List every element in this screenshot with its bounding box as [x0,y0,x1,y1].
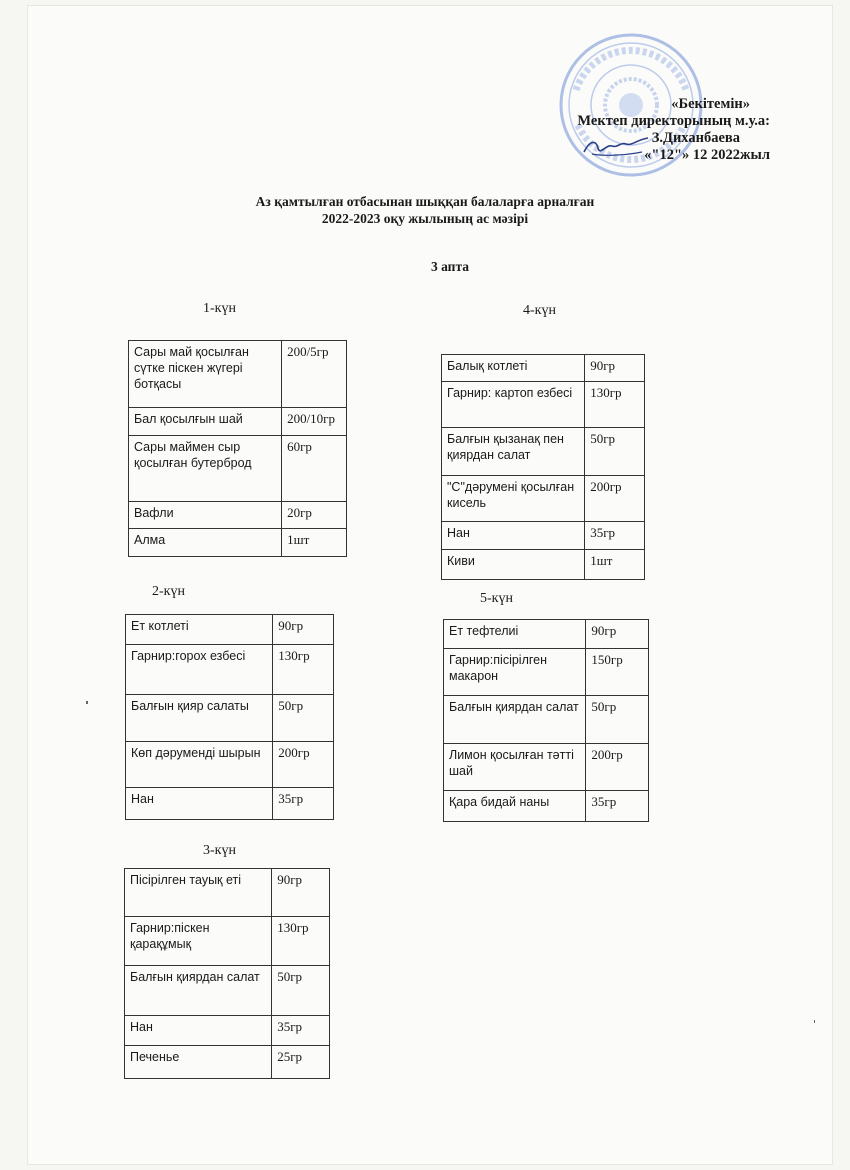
menu-item-name: Киви [442,550,585,580]
menu-item-amount: 20гр [282,502,347,529]
menu-item-name: Нан [126,788,273,820]
menu-item-amount: 50гр [273,695,334,742]
table-row [125,1046,330,1079]
table-row [129,341,347,408]
menu-item-name: Қара бидай наны [444,791,586,822]
table-row [442,476,645,522]
table-row [444,620,649,649]
menu-item-name: Нан [125,1016,272,1046]
menu-item-name: Сары маймен сыр қосылған бутерброд [129,436,282,502]
menu-item-name: Балғын қиярдан салат [444,696,586,744]
table-row [129,436,347,502]
scan-speck [86,701,88,704]
document-title-line1: Аз қамтылған отбасынан шыққан балаларға арналған [255,194,595,209]
menu-item-amount: 200/5гр [282,341,347,408]
week-label: 3 апта [430,259,470,274]
menu-item-amount: 50гр [272,966,330,1016]
table-row [126,645,334,695]
menu-item-amount: 90гр [585,355,645,382]
menu-item-amount: 35гр [585,522,645,550]
menu-item-name: Гарнир:піскен қарақұмық [125,917,272,966]
menu-item-name: Сары май қосылған сүтке піскен жүгері ботқасы [129,341,282,408]
day5-label: 5-күн [480,591,513,606]
menu-item-name: Ет тефтелиі [444,620,586,649]
menu-item-amount: 200гр [585,476,645,522]
table-row [129,529,347,557]
day2-menu-table [125,614,334,820]
day1-menu-table [128,340,347,557]
menu-item-amount: 50гр [586,696,649,744]
menu-item-amount: 90гр [273,615,334,645]
table-row [126,788,334,820]
day1-label: 1-күн [203,301,236,316]
signature-icon [582,134,652,162]
table-row [125,1016,330,1046]
menu-item-amount: 200/10гр [282,408,347,436]
menu-item-name: Пісірілген тауық еті [125,869,272,917]
menu-item-name: Гарнир:пісірілген макарон [444,649,586,696]
table-row [444,649,649,696]
menu-item-amount: 150гр [586,649,649,696]
menu-item-amount: 35гр [586,791,649,822]
menu-item-amount: 25гр [272,1046,330,1079]
menu-item-amount: 200гр [273,742,334,788]
menu-item-name: Гарнир: картоп езбесі [442,382,585,428]
day5-menu-table [443,619,649,822]
menu-item-amount: 50гр [585,428,645,476]
table-row [444,744,649,791]
approval-position: Мектеп директорының м.у.а: [577,113,770,129]
menu-item-amount: 60гр [282,436,347,502]
menu-item-amount: 90гр [272,869,330,917]
table-row [444,696,649,744]
table-row [125,869,330,917]
table-row [442,550,645,580]
menu-item-name: Лимон қосылған тәтті шай [444,744,586,791]
approval-date: «"12"» 12 2022жыл [644,147,770,163]
menu-item-amount: 1шт [282,529,347,557]
menu-item-name: Балық котлеті [442,355,585,382]
menu-item-name: Гарнир:горох езбесі [126,645,273,695]
menu-item-name: Көп дәруменді шырын [126,742,273,788]
menu-item-amount: 130гр [272,917,330,966]
document-title-line2: 2022-2023 оқу жылының ас мәзірі [321,211,529,226]
menu-item-name: Балғын қияр салаты [126,695,273,742]
table-row [442,522,645,550]
table-row [442,428,645,476]
table-row [442,355,645,382]
menu-item-name: Ет котлеті [126,615,273,645]
table-row [125,966,330,1016]
approval-heading: «Бекітемін» [671,96,750,112]
table-row [126,695,334,742]
day4-label: 4-күн [523,303,556,318]
menu-item-amount: 35гр [272,1016,330,1046]
menu-item-amount: 200гр [586,744,649,791]
day4-menu-table [441,354,645,580]
table-row [126,742,334,788]
scan-speck [814,1020,815,1023]
menu-item-name: Балғын қызанақ пен қиярдан салат [442,428,585,476]
table-row [444,791,649,822]
menu-item-amount: 1шт [585,550,645,580]
day3-menu-table [124,868,330,1079]
menu-item-amount: 130гр [273,645,334,695]
table-row [125,917,330,966]
table-row [129,502,347,529]
menu-item-amount: 35гр [273,788,334,820]
menu-item-name: Нан [442,522,585,550]
day2-label: 2-күн [152,584,185,599]
menu-item-amount: 90гр [586,620,649,649]
menu-item-amount: 130гр [585,382,645,428]
day3-label: 3-күн [203,843,236,858]
table-row [129,408,347,436]
menu-item-name: Бал қосылғын шай [129,408,282,436]
table-row [126,615,334,645]
menu-item-name: "С"дәрумені қосылған кисель [442,476,585,522]
menu-item-name: Печенье [125,1046,272,1079]
approval-name: З.Диханбаева [651,130,740,146]
menu-item-name: Алма [129,529,282,557]
menu-item-name: Вафли [129,502,282,529]
menu-item-name: Балғын қиярдан салат [125,966,272,1016]
table-row [442,382,645,428]
